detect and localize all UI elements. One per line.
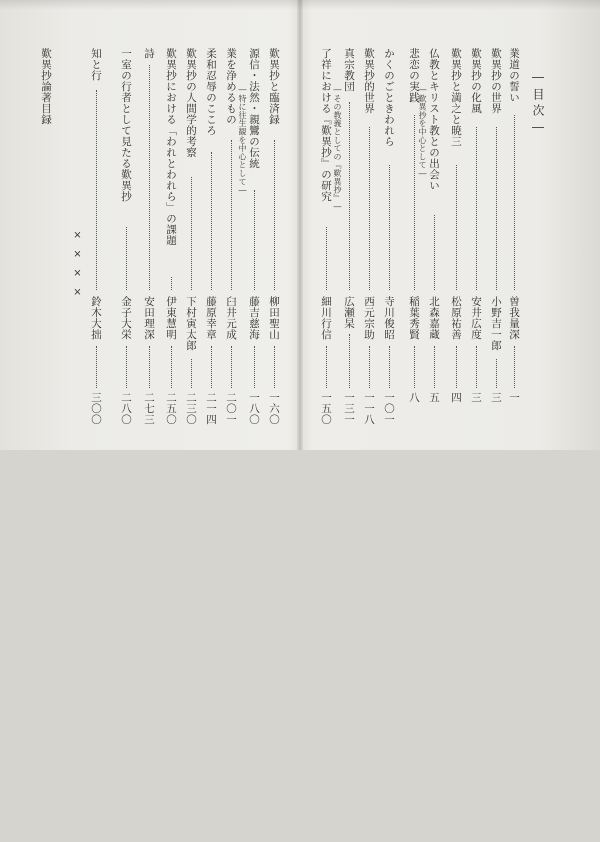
- entry-title: 柔和忍辱のこころ: [205, 48, 217, 136]
- leader-dots: [171, 277, 173, 290]
- leader-dots: [476, 346, 478, 388]
- entry-page: 二一四: [205, 392, 217, 425]
- leader-dots: [514, 346, 516, 388]
- entry-title: 知と行: [90, 48, 102, 81]
- entry-author: 金子大栄: [120, 296, 132, 340]
- toc-entry[interactable]: [363, 0, 377, 450]
- entry-title: 悲恋の実践: [408, 48, 420, 103]
- toc-entry[interactable]: [408, 0, 422, 450]
- leader-dots: [496, 127, 498, 290]
- entry-page: 二〇一: [225, 392, 237, 425]
- entry-author: 伊東慧明: [165, 296, 177, 340]
- entry-page: 八: [408, 392, 420, 403]
- toc-entry[interactable]: [490, 0, 504, 450]
- entry-title: 源信・法然・親鸞の伝統: [248, 48, 260, 169]
- entry-page: 二七三: [143, 392, 155, 425]
- entry-author: 臼井元成: [225, 296, 237, 340]
- toc-entry[interactable]: [165, 0, 179, 450]
- toc-entry[interactable]: [40, 0, 54, 450]
- entry-title: 歎異抄の化風: [470, 48, 482, 114]
- book-spine: [297, 0, 303, 450]
- entry-author: 寺川俊昭: [383, 296, 395, 340]
- entry-author: 北森嘉蔵: [428, 296, 440, 340]
- entry-page: 一五〇: [320, 392, 332, 425]
- leader-dots: [326, 346, 328, 388]
- leader-dots: [211, 152, 213, 290]
- leader-dots: [456, 165, 458, 291]
- entry-page: 一六〇: [268, 392, 280, 425]
- entry-page: 三: [490, 392, 502, 403]
- entry-subtitle: ―その教義としての『歎異抄』―: [333, 85, 342, 212]
- entry-title: 一室の行者として見たる歎異抄: [120, 48, 132, 202]
- leader-dots: [274, 140, 276, 291]
- entry-author: 柳田聖山: [268, 296, 280, 340]
- leader-dots: [211, 346, 213, 388]
- leader-dots: [389, 346, 391, 388]
- entry-title: かくのごときわれら: [383, 48, 395, 147]
- toc-entry[interactable]: [320, 0, 334, 450]
- toc-entry[interactable]: [333, 0, 357, 450]
- leader-dots: [191, 359, 193, 389]
- entry-title: 仏教とキリスト教との出会い: [428, 48, 440, 191]
- leader-dots: [414, 346, 416, 388]
- entry-title: 歎異抄と満之と暁三: [450, 48, 462, 147]
- entry-title: 了祥における『歎異抄』の研究: [320, 48, 332, 202]
- entry-author: 曽我量深: [508, 296, 520, 340]
- entry-title: 詩: [143, 48, 155, 59]
- toc-entry[interactable]: [508, 0, 522, 450]
- toc-entry[interactable]: [383, 0, 397, 450]
- leader-dots: [254, 190, 256, 291]
- leader-dots: [414, 115, 416, 291]
- entry-page: 一〇一: [383, 392, 395, 425]
- entry-title: 歎異抄の世界: [490, 48, 502, 114]
- entry-author: 鈴木大拙: [90, 296, 102, 340]
- leader-dots: [126, 346, 128, 388]
- leader-dots: [96, 346, 98, 388]
- entry-author: 藤吉慈海: [248, 296, 260, 340]
- leader-dots: [514, 115, 516, 291]
- leader-dots: [191, 177, 193, 290]
- leader-dots: [434, 215, 436, 291]
- toc-entry[interactable]: [143, 0, 157, 450]
- entry-author: 藤原幸章: [205, 296, 217, 340]
- leader-dots: [326, 227, 328, 290]
- leader-dots: [149, 346, 151, 388]
- toc-entry[interactable]: [238, 0, 262, 450]
- entry-author: 安田理深: [143, 296, 155, 340]
- leader-dots: [349, 102, 351, 290]
- leader-dots: [171, 346, 173, 388]
- entry-page: 五: [428, 392, 440, 403]
- leader-dots: [369, 346, 371, 388]
- entry-page: 二三〇: [185, 392, 197, 425]
- entry-page: 一: [508, 392, 520, 403]
- leader-dots: [274, 346, 276, 388]
- entry-author: 広瀬杲: [343, 296, 355, 329]
- entry-title: 真宗教団: [343, 48, 355, 92]
- toc-entry[interactable]: [268, 0, 282, 450]
- entry-author: 安井広度: [470, 296, 482, 340]
- entry-author: 下村寅太郎: [185, 296, 197, 351]
- leader-dots: [369, 127, 371, 290]
- entry-page: 四: [450, 392, 462, 403]
- leader-dots: [231, 346, 233, 388]
- entry-page: 三〇〇: [90, 392, 102, 425]
- entry-title: 歎異抄の人間学的考察: [185, 48, 197, 158]
- toc-entry[interactable]: [90, 0, 104, 450]
- toc-entry[interactable]: [418, 0, 442, 450]
- leader-dots: [149, 65, 151, 291]
- toc-entry[interactable]: [205, 0, 219, 450]
- entry-page: 一一八: [363, 392, 375, 425]
- entry-author: 松原祐善: [450, 296, 462, 340]
- entry-page: 二八〇: [120, 392, 132, 425]
- entry-title: 歎異抄論著目録: [40, 48, 52, 125]
- entry-title: 歎異抄と臨済録: [268, 48, 280, 125]
- leader-dots: [389, 165, 391, 291]
- entry-author: 細川行信: [320, 296, 332, 340]
- toc-entry[interactable]: [225, 0, 239, 450]
- leader-dots: [496, 359, 498, 389]
- leader-dots: [434, 346, 436, 388]
- entry-author: 稲葉秀賢: [408, 296, 420, 340]
- entry-title: 歎異抄における「われとわれら」の課題: [165, 48, 177, 246]
- toc-entry[interactable]: [120, 0, 134, 450]
- leader-dots: [254, 346, 256, 388]
- leader-dots: [126, 227, 128, 290]
- entry-author: 西元宗助: [363, 296, 375, 340]
- entry-title: 業を浄めるもの: [225, 48, 237, 125]
- toc-entry[interactable]: [185, 0, 199, 450]
- entry-subtitle: ―特に往生観を中心として―: [238, 85, 247, 195]
- entry-subtitle: ―歎異抄を中心として―: [418, 85, 427, 179]
- cross-marks: ××××: [72, 230, 83, 306]
- leader-dots: [231, 140, 233, 291]
- entry-page: 二五〇: [165, 392, 177, 425]
- leader-dots: [96, 90, 98, 291]
- leader-dots: [456, 346, 458, 388]
- entry-author: 小野吉一郎: [490, 296, 502, 351]
- entry-page: 一三一: [343, 392, 355, 425]
- entry-page: 三: [470, 392, 482, 403]
- entry-title: 業道の誓い: [508, 48, 520, 103]
- leader-dots: [349, 334, 351, 389]
- entry-title: 歎異抄的世界: [363, 48, 375, 114]
- toc-heading: ―目次―: [531, 70, 545, 138]
- toc-entry[interactable]: [450, 0, 464, 450]
- toc-entry[interactable]: [470, 0, 484, 450]
- entry-page: 一八〇: [248, 392, 260, 425]
- leader-dots: [476, 127, 478, 290]
